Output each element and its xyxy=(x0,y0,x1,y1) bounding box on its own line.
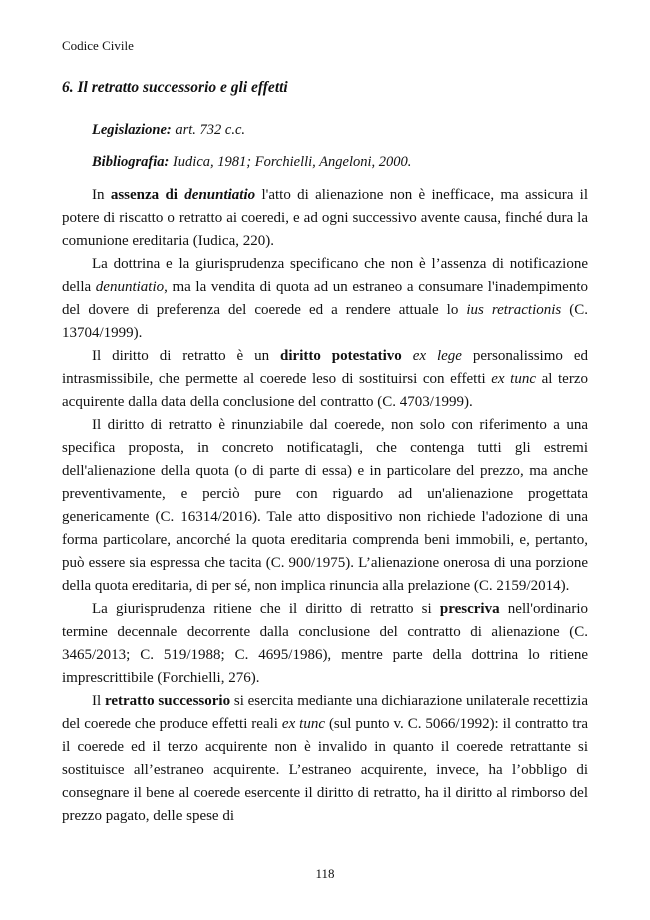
bibliografia-line xyxy=(92,152,411,172)
italic-term: ius retractionis xyxy=(466,302,562,318)
paragraph-rinunzia xyxy=(62,414,588,598)
body-text xyxy=(62,184,588,828)
bold-term: retratto successorio xyxy=(104,693,231,709)
paragraph-denuntiatio xyxy=(62,184,588,253)
italic-term: denuntiatio xyxy=(95,279,165,295)
paragraph-retratto-successorio xyxy=(62,690,588,828)
text-segment: personalissimo ed intrasmissibile, che permette al coerede leso di sostituirsi con effetti xyxy=(62,348,588,387)
legislazione-value: art. 732 c.c. xyxy=(175,122,246,138)
legislazione-line xyxy=(92,120,245,140)
text-segment: (sul punto v. C. 5066/1992): il contratto tra il coerede ed il terzo acquirente non è invalido in quanto il coerede retrattante si sostituisce all’estraneo acquirente. L’estraneo acquirente, invece, ha l’obbligo di consegnare il bene al coerede esercente il diritto di retratto, ha il diritto al rimborso del prezzo pagato, delle spese di xyxy=(62,716,589,824)
bold-italic-term xyxy=(184,187,255,203)
paragraph-prescrizione xyxy=(62,598,588,690)
legislazione-label: Legislazione: xyxy=(92,122,172,138)
text-segment: Il xyxy=(92,693,105,709)
text-segment: l'atto di alienazione non è inefficace, ma assicura il potere di riscatto o retratto ai coeredi, e ad ogni successivo avente causa, finché dura la comunione ereditaria (Iudica, 220). xyxy=(62,187,588,249)
italic-term: ex tunc xyxy=(281,716,325,732)
bold-term: prescriva xyxy=(439,601,500,617)
text-segment: La dottrina e la giurisprudenza specificano che non è l’assenza di notificazione della xyxy=(62,256,588,295)
paragraph-diritto-potestativo xyxy=(62,345,588,414)
running-header: Codice Civile xyxy=(62,38,134,53)
text-segment xyxy=(402,348,413,364)
italic-term: ex lege xyxy=(412,348,462,364)
section-title: 6. Il retratto successorio e gli effetti xyxy=(62,79,288,96)
paragraph-dottrina xyxy=(62,253,588,345)
page-number: 118 xyxy=(315,866,335,881)
text-segment: La giurisprudenza ritiene che il diritto di retratto si xyxy=(92,601,440,617)
italic-term: denuntiatio xyxy=(184,187,256,203)
text-segment: Il diritto di retratto è un xyxy=(92,348,281,364)
text-segment: In xyxy=(92,187,111,203)
bibliografia-value: Iudica, 1981; Forchielli, Angeloni, 2000. xyxy=(172,154,412,170)
bold-term: assenza di xyxy=(110,187,185,203)
bold-term: diritto potestativo xyxy=(280,348,402,364)
text-segment: nell'ordinario termine decennale decorrente dalla conclusione del contratto di alienazione (C. 3465/2013; C. 519/1988; C. 4695/1986), mentre parte della dottrina lo ritiene imprescrittibile (Forchielli, 276). xyxy=(62,601,588,686)
text-segment: al terzo acquirente dalla data della conclusione del contratto (C. 4703/1999). xyxy=(62,371,588,410)
text-segment: (C. 13704/1999). xyxy=(62,302,589,341)
text-segment: , ma la vendita di quota ad un estraneo a consumare l'inadempimento del dovere di preferenza del coerede ed a rendere attuale lo xyxy=(62,279,588,318)
bibliografia-label: Bibliografia: xyxy=(92,154,170,170)
italic-term: ex tunc xyxy=(491,371,536,387)
text-segment: si esercita mediante una dichiarazione unilaterale recettizia del coerede che produce effetti reali xyxy=(62,693,588,732)
text-segment: Il diritto di retratto è rinunziabile dal coerede, non solo con riferimento a una specifica proposta, in concreto notificatagli, che contenga tutti gli estremi dell'alienazione della quota (o di parte di essa) e in particolare del prezzo, ma anche preventivamente, e perciò pure con riguardo ad un'alienazione progettata genericamente (C. 16314/2016). Tale atto dispositivo non richiede l'adozione di una forma particolare, ancorché la quota ereditaria comprenda beni immobili, e, pertanto, può essere sia espressa che tacita (C. 900/1975). L’alienazione onerosa di una porzione della quota ereditaria, di per sé, non implica rinuncia alla prelazione (C. 2159/2014). xyxy=(62,417,588,594)
